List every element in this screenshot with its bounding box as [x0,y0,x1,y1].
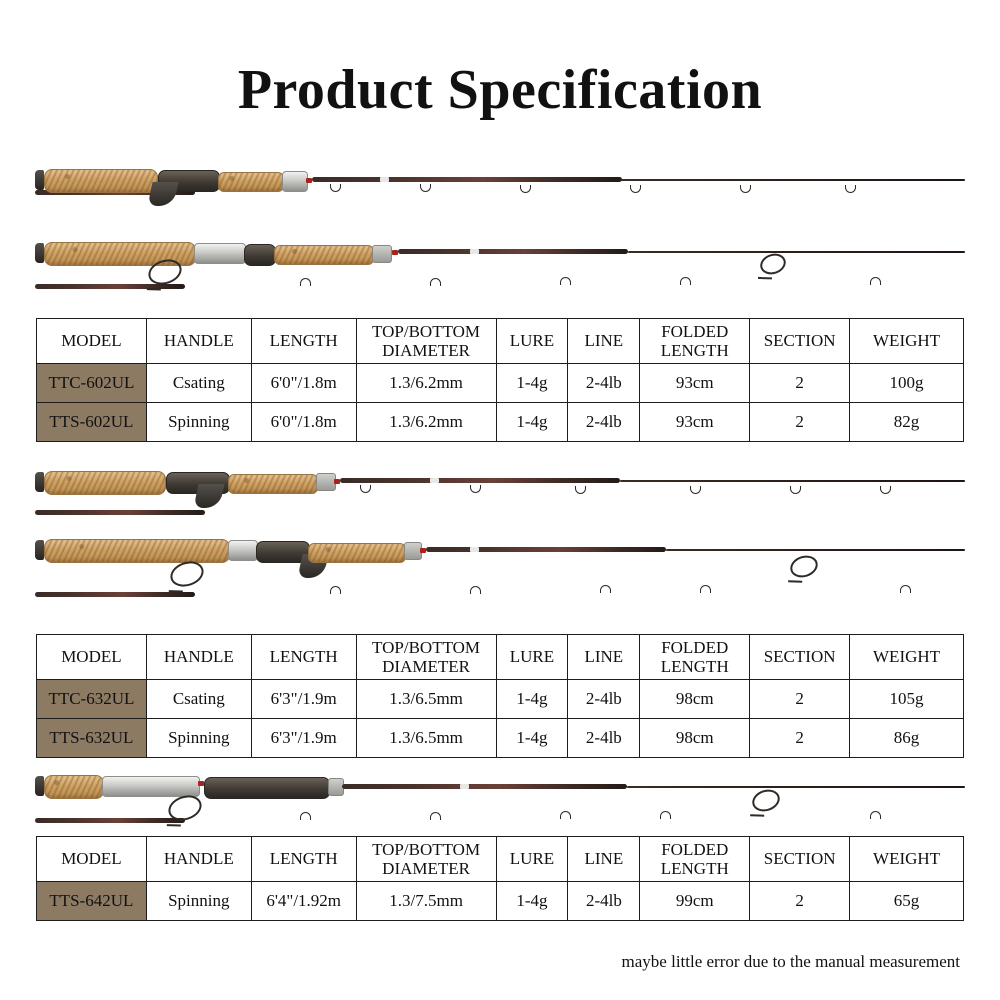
cell-weight: 65g [850,882,964,921]
column-header-diameter-line1: TOP/BOTTOM [372,839,481,859]
column-header-section: SECTION [750,635,850,680]
rod-blank-tip [666,549,965,551]
column-header-section: SECTION [750,837,850,882]
guide-leg [167,824,181,826]
cell-diameter: 1.3/6.2mm [356,364,496,403]
column-header-line: LINE [568,635,640,680]
reel-seat-body [244,244,276,266]
column-header-handle: HANDLE [146,319,251,364]
rod-blank-mid [312,177,622,182]
cell-handle: Csating [146,364,251,403]
cell-section: 2 [750,364,850,403]
fore-cork-grip [308,543,406,563]
ferrule-wrap [460,784,469,789]
column-header-length: LENGTH [251,837,356,882]
cell-weight: 82g [850,403,964,442]
cell-weight: 100g [850,364,964,403]
cell-lure: 1-4g [496,882,568,921]
column-header-handle: HANDLE [146,837,251,882]
winding-check [282,171,308,192]
column-header-weight: WEIGHT [850,319,964,364]
column-header-model: MODEL [37,319,147,364]
butt-cap [35,472,44,492]
reel-seat [194,243,246,264]
line-guide [680,277,691,285]
cell-model: TTS-642UL [37,882,147,921]
column-header-diameter [356,837,496,882]
line-guide [787,552,820,581]
guide-leg [750,814,764,816]
table-row [37,882,964,921]
column-header-weight: WEIGHT [850,837,964,882]
cell-lure: 1-4g [496,403,568,442]
trigger-grip [193,484,224,508]
line-guide [575,486,586,494]
cell-model: TTC-632UL [37,680,147,719]
line-guide [470,586,481,594]
cell-folded-length: 99cm [640,882,750,921]
cell-lure: 1-4g [496,364,568,403]
reel-seat [102,776,200,797]
line-guide [700,585,711,593]
line-guide [740,185,751,193]
line-guide [749,786,782,815]
cell-line: 2-4lb [568,882,640,921]
column-header-folded-line2: LENGTH [660,859,729,878]
table-row [37,403,964,442]
column-header-lure: LURE [496,319,568,364]
ferrule-wrap [380,177,389,182]
guide-leg [788,580,802,582]
cell-line: 2-4lb [568,364,640,403]
cell-model: TTS-602UL [37,403,147,442]
cell-handle: Spinning [146,719,251,758]
line-guide [430,812,441,820]
table-row [37,680,964,719]
line-guide [430,278,441,286]
line-guide [630,185,641,193]
line-guide [600,585,611,593]
cell-handle: Spinning [146,882,251,921]
table-header-row [37,319,964,364]
rod-blank-mid [340,478,620,483]
line-guide [420,184,431,192]
rod-blank-mid [426,547,666,552]
column-header-diameter-line1: TOP/BOTTOM [372,637,481,657]
column-header-folded-length [640,635,750,680]
rod-blank-tip [620,179,965,181]
column-header-folded-length [640,837,750,882]
cork-grip [44,775,104,799]
line-guide [300,812,311,820]
column-header-folded-line1: FOLDED [661,839,729,859]
rod-blank-mid [398,249,628,254]
fore-cork-grip [218,172,284,192]
line-guide [360,485,371,493]
reel-seat [228,540,258,561]
butt-cap [35,170,44,190]
table-header-row [37,635,964,680]
cork-grip [44,471,166,495]
column-header-lure: LURE [496,635,568,680]
cell-lure: 1-4g [496,719,568,758]
cell-folded-length: 93cm [640,364,750,403]
line-guide [900,585,911,593]
cell-folded-length: 98cm [640,680,750,719]
butt-cap [35,540,44,560]
spec-table-642 [36,836,964,921]
column-header-length: LENGTH [251,635,356,680]
column-header-folded-line2: LENGTH [660,341,729,360]
rod-blank-tip [627,786,965,788]
column-header-diameter-line2: DIAMETER [382,341,470,360]
column-header-model: MODEL [37,635,147,680]
line-guide [790,486,801,494]
cell-section: 2 [750,719,850,758]
butt-cap [35,776,44,796]
cell-length: 6'0"/1.8m [251,364,356,403]
measurement-disclaimer: maybe little error due to the manual measurement [621,952,960,971]
column-header-diameter [356,635,496,680]
rod-blank-butt [35,818,185,823]
column-header-line: LINE [568,837,640,882]
spec-table-602 [36,318,964,442]
line-guide [880,486,891,494]
rod-blank-tip [628,251,965,253]
winding-check [316,473,336,491]
line-guide [470,485,481,493]
cell-diameter: 1.3/6.5mm [356,680,496,719]
guide-leg [147,288,161,290]
cell-lure: 1-4g [496,680,568,719]
fore-grip [204,777,330,799]
rod-blank-butt [35,592,195,597]
column-header-diameter [356,319,496,364]
column-header-folded-line1: FOLDED [661,637,729,657]
cell-section: 2 [750,680,850,719]
column-header-folded-line1: FOLDED [661,321,729,341]
column-header-lure: LURE [496,837,568,882]
cell-weight: 86g [850,719,964,758]
line-guide [870,811,881,819]
table-row [37,364,964,403]
cell-diameter: 1.3/6.5mm [356,719,496,758]
column-header-length: LENGTH [251,319,356,364]
cell-section: 2 [750,403,850,442]
line-guide [660,811,671,819]
column-header-model: MODEL [37,837,147,882]
cell-line: 2-4lb [568,680,640,719]
rod-blank-butt [35,510,205,515]
rod-blank-tip [620,480,965,482]
cell-length: 6'3"/1.9m [251,719,356,758]
rod-blank-mid [342,784,627,789]
cell-model: TTS-632UL [37,719,147,758]
butt-cap [35,243,44,263]
fore-cork-grip [228,474,318,494]
ferrule-wrap [470,547,479,552]
cell-weight: 105g [850,680,964,719]
column-header-weight: WEIGHT [850,635,964,680]
column-header-handle: HANDLE [146,635,251,680]
table-row [37,719,964,758]
trigger-grip [147,182,178,206]
cell-line: 2-4lb [568,719,640,758]
line-guide [560,811,571,819]
ferrule-wrap [470,249,479,254]
line-guide [560,277,571,285]
column-header-section: SECTION [750,319,850,364]
fore-cork-grip [274,245,374,265]
line-guide [870,277,881,285]
line-guide [330,184,341,192]
line-guide [758,250,789,277]
guide-leg [758,277,772,279]
cell-length: 6'4"/1.92m [251,882,356,921]
column-header-folded-length [640,319,750,364]
cell-folded-length: 93cm [640,403,750,442]
line-guide [845,185,856,193]
column-header-diameter-line2: DIAMETER [382,859,470,878]
cell-section: 2 [750,882,850,921]
page-title: Product Specification [237,59,763,121]
cork-grip [44,169,158,193]
spec-table-632 [36,634,964,758]
ferrule-wrap [430,478,439,483]
cell-folded-length: 98cm [640,719,750,758]
cell-diameter: 1.3/6.2mm [356,403,496,442]
cell-length: 6'3"/1.9m [251,680,356,719]
cell-line: 2-4lb [568,403,640,442]
cell-handle: Csating [146,680,251,719]
line-guide [690,486,701,494]
column-header-folded-line2: LENGTH [660,657,729,676]
line-guide [330,586,341,594]
cell-handle: Spinning [146,403,251,442]
table-header-row [37,837,964,882]
cell-model: TTC-602UL [37,364,147,403]
column-header-diameter-line2: DIAMETER [382,657,470,676]
line-guide [520,185,531,193]
cork-grip [44,539,230,563]
line-guide [300,278,311,286]
column-header-diameter-line1: TOP/BOTTOM [372,321,481,341]
column-header-line: LINE [568,319,640,364]
winding-check [372,245,392,263]
cell-length: 6'0"/1.8m [251,403,356,442]
cell-diameter: 1.3/7.5mm [356,882,496,921]
